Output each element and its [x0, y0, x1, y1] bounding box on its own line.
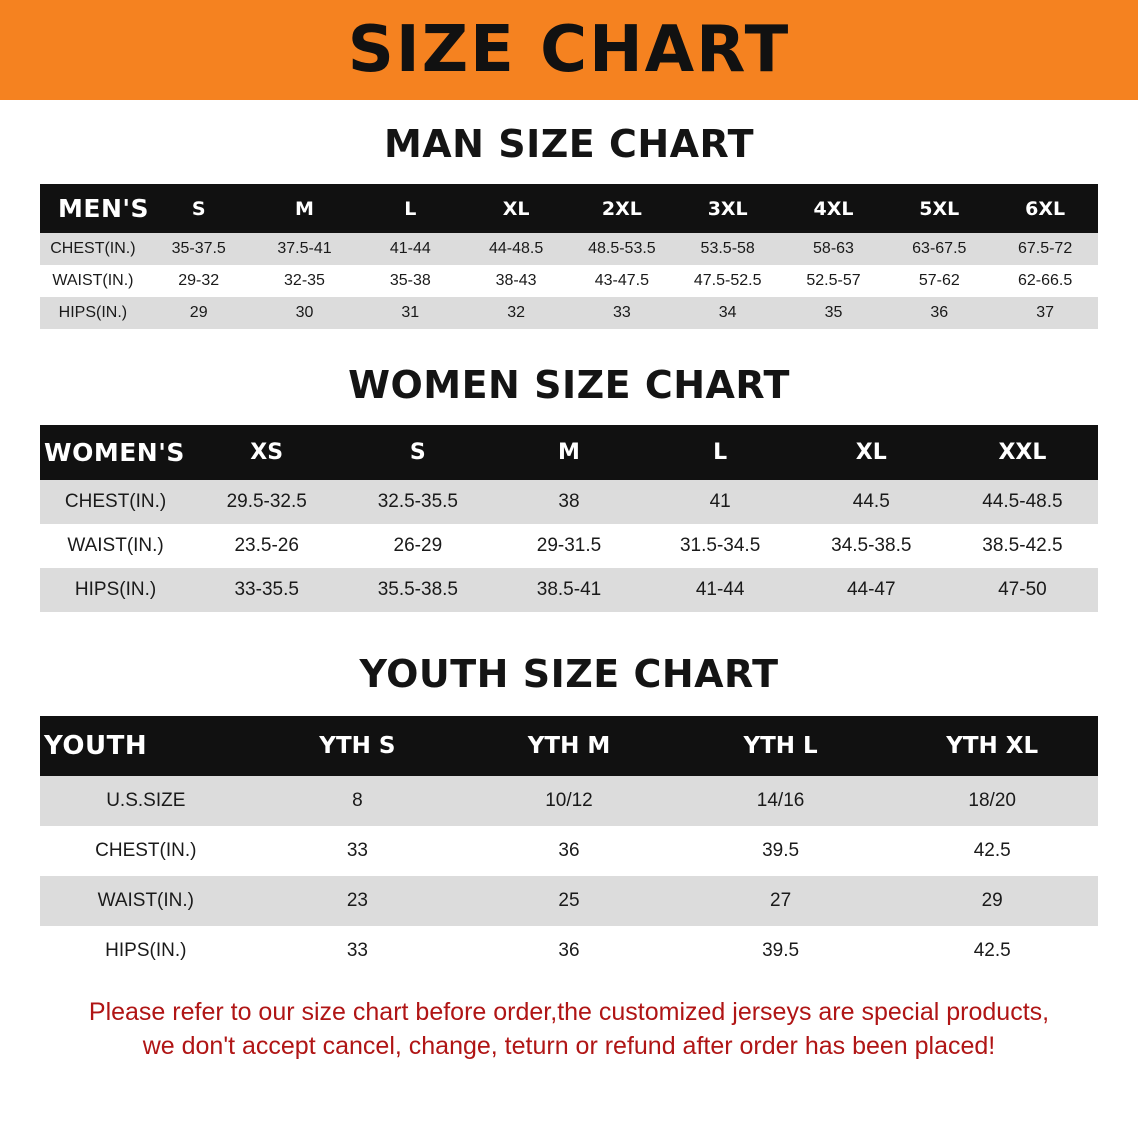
women-table-col-s: S [342, 425, 493, 480]
men-row-waist-label: WAIST(IN.) [40, 265, 146, 297]
men-hips-xl: 32 [463, 297, 569, 329]
men-table-col-4xl: 4XL [781, 184, 887, 233]
youth-size-table [40, 716, 1098, 976]
women-size-chart-heading: WOMEN SIZE CHART [348, 363, 790, 407]
youth-table-body [40, 776, 1098, 976]
men-row-hips-label: HIPS(IN.) [40, 297, 146, 329]
table-row [40, 826, 1098, 876]
men-waist-5xl: 57-62 [886, 265, 992, 297]
table-header-row [40, 716, 1098, 776]
men-hips-3xl: 34 [675, 297, 781, 329]
youth-size-chart-table-wrap [0, 716, 1138, 976]
notice-line-1: Please refer to our size chart before order,the customized jerseys are special products, [88, 998, 1050, 1026]
men-hips-s: 29 [146, 297, 252, 329]
men-hips-m: 30 [252, 297, 358, 329]
men-size-table [40, 184, 1098, 329]
women-hips-s: 35.5-38.5 [342, 568, 493, 612]
women-table-col-l: L [645, 425, 796, 480]
men-chest-4xl: 58-63 [781, 233, 887, 265]
women-chest-xl: 44.5 [796, 480, 947, 524]
youth-table-col-s: YTH S [252, 716, 464, 776]
youth-chest-xl: 42.5 [886, 826, 1098, 876]
women-chest-s: 32.5-35.5 [342, 480, 493, 524]
table-row [40, 876, 1098, 926]
men-waist-6xl: 62-66.5 [992, 265, 1098, 297]
youth-chest-m: 36 [463, 826, 675, 876]
men-chest-m: 37.5-41 [252, 233, 358, 265]
youth-table-col-label: YOUTH [40, 716, 252, 776]
men-chest-l: 41-44 [357, 233, 463, 265]
women-row-chest-label: CHEST(IN.) [40, 480, 191, 524]
women-waist-s: 26-29 [342, 524, 493, 568]
men-table-col-m: M [252, 184, 358, 233]
table-row [40, 480, 1098, 524]
women-hips-l: 41-44 [645, 568, 796, 612]
table-row [40, 233, 1098, 265]
women-waist-m: 29-31.5 [493, 524, 644, 568]
table-header-row [40, 425, 1098, 480]
youth-hips-l: 39.5 [675, 926, 887, 976]
table-row [40, 926, 1098, 976]
men-waist-2xl: 43-47.5 [569, 265, 675, 297]
youth-table-col-m: YTH M [463, 716, 675, 776]
women-hips-xs: 33-35.5 [191, 568, 342, 612]
women-chest-xs: 29.5-32.5 [191, 480, 342, 524]
youth-row-hips-label: HIPS(IN.) [40, 926, 252, 976]
youth-waist-m: 25 [463, 876, 675, 926]
youth-chest-l: 39.5 [675, 826, 887, 876]
youth-ussize-xl: 18/20 [886, 776, 1098, 826]
women-table-col-m: M [493, 425, 644, 480]
men-table-head [40, 184, 1098, 233]
men-waist-3xl: 47.5-52.5 [675, 265, 781, 297]
youth-table-col-xl: YTH XL [886, 716, 1098, 776]
youth-table-col-l: YTH L [675, 716, 887, 776]
youth-ussize-m: 10/12 [463, 776, 675, 826]
women-hips-m: 38.5-41 [493, 568, 644, 612]
women-table-head [40, 425, 1098, 480]
size-chart-banner [0, 0, 1138, 100]
men-waist-s: 29-32 [146, 265, 252, 297]
women-size-chart-table-wrap [0, 425, 1138, 612]
women-table-body [40, 480, 1098, 612]
women-hips-xxl: 47-50 [947, 568, 1098, 612]
men-table-col-s: S [146, 184, 252, 233]
youth-waist-l: 27 [675, 876, 887, 926]
women-table-col-xl: XL [796, 425, 947, 480]
men-waist-m: 32-35 [252, 265, 358, 297]
men-chest-s: 35-37.5 [146, 233, 252, 265]
men-chest-3xl: 53.5-58 [675, 233, 781, 265]
women-chest-l: 41 [645, 480, 796, 524]
women-table-col-xs: XS [191, 425, 342, 480]
youth-row-waist-label: WAIST(IN.) [40, 876, 252, 926]
women-chest-xxl: 44.5-48.5 [947, 480, 1098, 524]
youth-row-chest-label: CHEST(IN.) [40, 826, 252, 876]
men-table-col-2xl: 2XL [569, 184, 675, 233]
men-hips-6xl: 37 [992, 297, 1098, 329]
youth-chest-s: 33 [252, 826, 464, 876]
youth-row-ussize-label: U.S.SIZE [40, 776, 252, 826]
women-hips-xl: 44-47 [796, 568, 947, 612]
return-policy-notice [36, 996, 1102, 1064]
table-row [40, 776, 1098, 826]
men-table-col-l: L [357, 184, 463, 233]
men-hips-l: 31 [357, 297, 463, 329]
youth-table-head [40, 716, 1098, 776]
table-row [40, 265, 1098, 297]
men-table-col-5xl: 5XL [886, 184, 992, 233]
men-waist-xl: 38-43 [463, 265, 569, 297]
youth-ussize-l: 14/16 [675, 776, 887, 826]
youth-hips-m: 36 [463, 926, 675, 976]
youth-size-chart-heading: YOUTH SIZE CHART [359, 652, 779, 696]
men-chest-5xl: 63-67.5 [886, 233, 992, 265]
women-waist-l: 31.5-34.5 [645, 524, 796, 568]
notice-line-2: we don't accept cancel, change, teturn or refund after order has been placed! [142, 1031, 996, 1060]
women-waist-xxl: 38.5-42.5 [947, 524, 1098, 568]
table-row [40, 297, 1098, 329]
women-waist-xs: 23.5-26 [191, 524, 342, 568]
youth-waist-s: 23 [252, 876, 464, 926]
man-size-chart-heading: MAN SIZE CHART [383, 122, 755, 166]
men-hips-2xl: 33 [569, 297, 675, 329]
men-chest-2xl: 48.5-53.5 [569, 233, 675, 265]
women-chest-m: 38 [493, 480, 644, 524]
men-table-col-label: MEN'S [40, 184, 146, 233]
men-chest-xl: 44-48.5 [463, 233, 569, 265]
youth-hips-s: 33 [252, 926, 464, 976]
men-hips-5xl: 36 [886, 297, 992, 329]
men-chest-6xl: 67.5-72 [992, 233, 1098, 265]
women-waist-xl: 34.5-38.5 [796, 524, 947, 568]
women-table-col-label: WOMEN'S [40, 425, 191, 480]
women-table-col-xxl: XXL [947, 425, 1098, 480]
men-waist-l: 35-38 [357, 265, 463, 297]
youth-ussize-s: 8 [252, 776, 464, 826]
women-row-waist-label: WAIST(IN.) [40, 524, 191, 568]
youth-waist-xl: 29 [886, 876, 1098, 926]
man-size-chart-table-wrap [0, 184, 1138, 329]
men-waist-4xl: 52.5-57 [781, 265, 887, 297]
men-table-col-3xl: 3XL [675, 184, 781, 233]
men-row-chest-label: CHEST(IN.) [40, 233, 146, 265]
men-hips-4xl: 35 [781, 297, 887, 329]
men-table-col-6xl: 6XL [992, 184, 1098, 233]
table-row [40, 524, 1098, 568]
table-header-row [40, 184, 1098, 233]
table-row [40, 568, 1098, 612]
women-size-table [40, 425, 1098, 612]
youth-hips-xl: 42.5 [886, 926, 1098, 976]
page-title: SIZE CHART [347, 13, 791, 87]
men-table-col-xl: XL [463, 184, 569, 233]
women-row-hips-label: HIPS(IN.) [40, 568, 191, 612]
men-table-body [40, 233, 1098, 329]
